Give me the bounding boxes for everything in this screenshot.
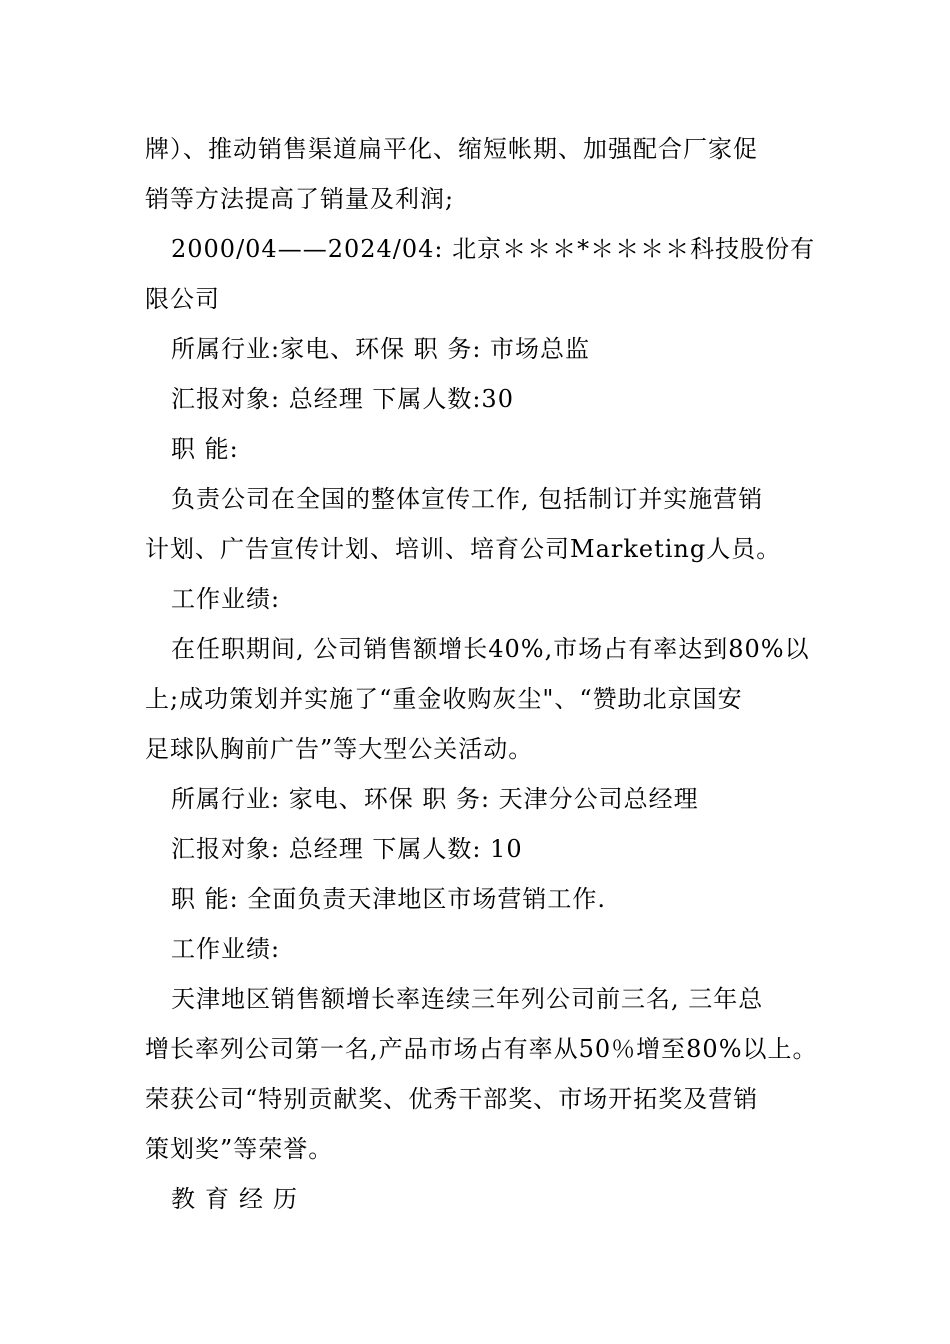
text-line: 职 能: [171, 435, 239, 463]
text-line: 牌）、推动销售渠道扁平化、缩短帐期、加强配合厂家促 [145, 135, 758, 163]
text-line: 所属行业: 家电、环保 职 务: 天津分公司总经理 [171, 785, 699, 813]
text-line: 限公司 [145, 285, 220, 313]
text-line: 汇报对象: 总经理 下属人数:30 [171, 385, 514, 413]
text-line: 工作业绩: [171, 935, 281, 963]
text-line: 职 能: 全面负责天津地区市场营销工作. [171, 885, 606, 913]
text-line: 在任职期间, 公司销售额增长40%,市场占有率达到80%以 [171, 635, 810, 663]
text-line: 工作业绩: [171, 585, 281, 613]
text-line: 天津地区销售额增长率连续三年列公司前三名, 三年总 [171, 985, 764, 1013]
text-line: 增长率列公司第一名,产品市场占有率从50％增至80%以上。 [145, 1035, 818, 1063]
text-line: 足球队胸前广告”等大型公关活动。 [145, 735, 534, 763]
text-line: 计划、广告宣传计划、培训、培育公司Marketing人员。 [145, 535, 782, 563]
text-line: 2000/04——2024/04: 北京＊＊＊*＊＊＊＊科技股份有 [171, 235, 816, 263]
text-line: 上;成功策划并实施了“重金收购灰尘"、“赞助北京国安 [145, 685, 743, 713]
text-line: 销等方法提高了销量及利润; [145, 185, 455, 213]
text-line: 汇报对象: 总经理 下属人数: 10 [171, 835, 523, 863]
section-heading: 教育经历 [171, 1185, 307, 1213]
text-line: 所属行业:家电、环保 职 务: 市场总监 [171, 335, 591, 363]
text-line: 荣获公司“特别贡献奖、优秀干部奖、市场开拓奖及营销 [145, 1085, 759, 1113]
text-line: 负责公司在全国的整体宣传工作, 包括制订并实施营销 [171, 485, 764, 513]
text-line: 策划奖”等荣誉。 [145, 1135, 334, 1163]
